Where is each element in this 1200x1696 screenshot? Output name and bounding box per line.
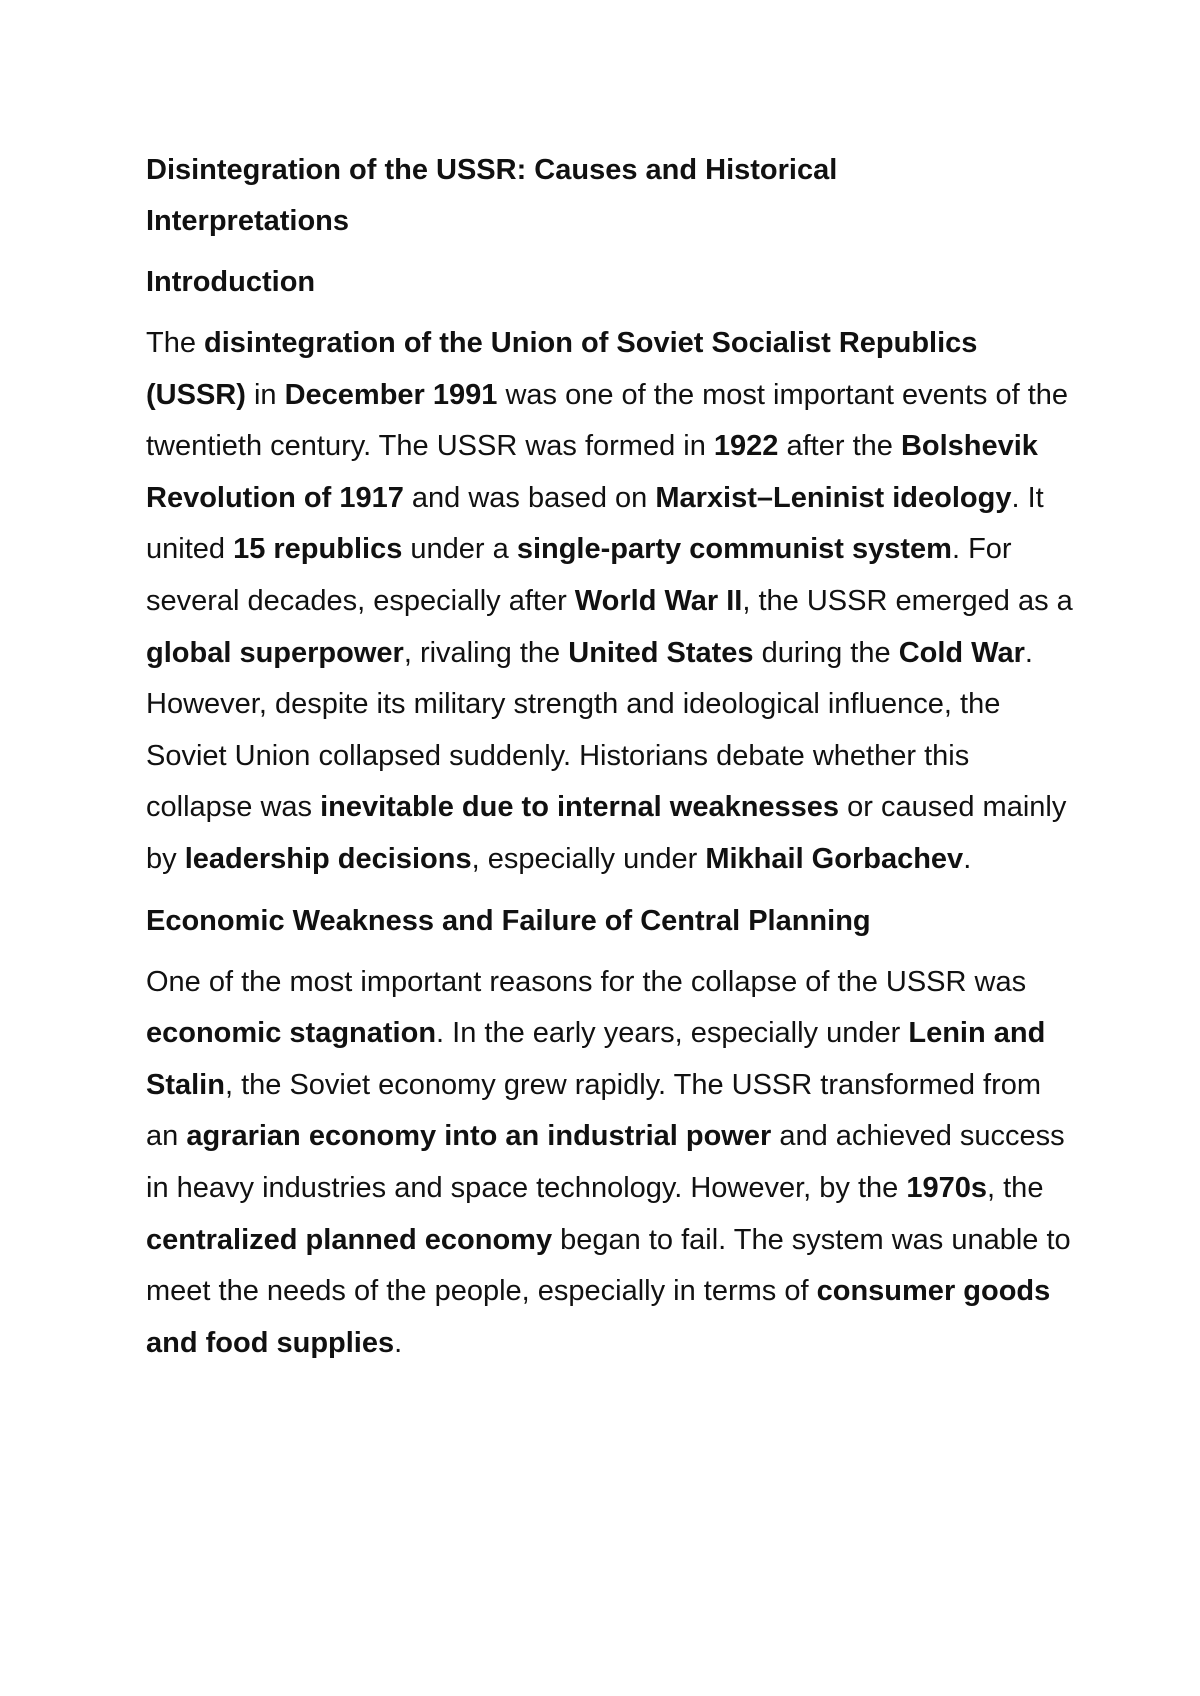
bold-run: 1970s (906, 1171, 988, 1204)
text-run: , rivaling the (403, 636, 569, 669)
text-run: One of the most important reasons for the collapse of the USSR was (146, 965, 1027, 998)
bold-run: inevitable due to internal weaknesses (320, 791, 840, 824)
bold-run: December 1991 (284, 378, 498, 411)
text-run: in (245, 378, 285, 411)
text-run: and achieved success in heavy industries and space technology. However, by the (146, 1120, 1065, 1204)
bold-run: 1922 (713, 430, 779, 463)
bold-run: Lenin and Stalin (146, 1017, 1046, 1101)
text-run: . For several decades, especially after (146, 533, 1012, 617)
bold-run: 15 republics (233, 533, 403, 566)
section-heading-economic-weakness: Economic Weakness and Failure of Central Planning (146, 904, 871, 937)
text-run: The (146, 327, 205, 359)
text-run: . In the early years, especially under (436, 1017, 909, 1050)
document-title: Disintegration of the USSR: Causes and Historical Interpretations (146, 154, 838, 237)
bold-run: Cold War (898, 636, 1025, 669)
paragraph-economic-weakness (146, 957, 1081, 1370)
document-body (146, 145, 1081, 1379)
text-run: or caused mainly by (146, 791, 1067, 875)
text-run: . (963, 842, 972, 875)
bold-run: centralized planned economy (146, 1223, 553, 1256)
bold-run: disintegration of the Union of Soviet Socialist Republics (USSR) (146, 327, 978, 411)
bold-run: Mikhail Gorbachev (705, 842, 964, 875)
bold-run: Bolshevik Revolution of 1917 (146, 430, 1038, 514)
text-run: . It united (146, 481, 1044, 566)
bold-run: economic stagnation (146, 1017, 437, 1050)
paragraph-introduction (146, 318, 1081, 886)
bold-run: Marxist–Leninist ideology (655, 481, 1012, 514)
bold-run: leadership decisions (184, 842, 472, 875)
text-run: . However, despite its military strength and ideological influence, the Soviet Union collapsed suddenly. Historians debate whether this collapse was (146, 636, 1033, 824)
text-run: and was based on (403, 481, 656, 514)
text-run: , especially under (471, 842, 706, 875)
text-run: was one of the most important events of the twentieth century. The USSR was formed in (146, 378, 1069, 463)
text-run: began to fail. The system was unable to meet the needs of the people, especially in terms of (146, 1223, 1071, 1308)
text-run: after the (778, 430, 901, 463)
bold-run: World War II (574, 584, 743, 617)
section-heading-introduction: Introduction (146, 266, 316, 298)
bold-run: global superpower (146, 636, 404, 669)
text-run: , the Soviet economy grew rapidly. The USSR transformed from an (146, 1068, 1042, 1153)
text-run: during the (753, 636, 899, 669)
text-run: , the (987, 1171, 1044, 1204)
bold-run: single-party communist system (516, 533, 952, 566)
text-run: under a (402, 533, 517, 566)
text-run: . (394, 1326, 403, 1359)
text-run: , the USSR emerged as a (742, 584, 1073, 617)
bold-run: consumer goods and food supplies (146, 1275, 1051, 1359)
bold-run: agrarian economy into an industrial power (186, 1120, 772, 1153)
bold-run: United States (568, 636, 754, 669)
